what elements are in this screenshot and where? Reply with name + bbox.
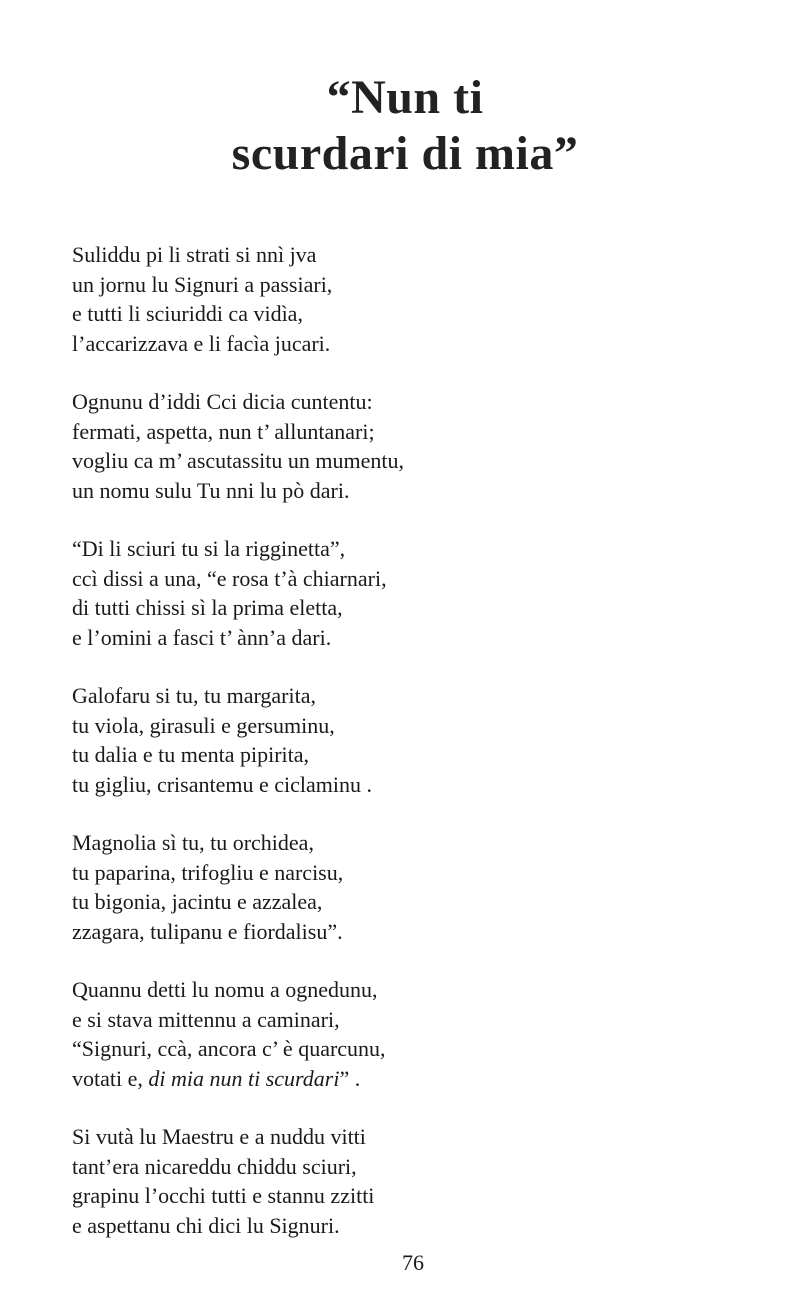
stanza-2 bbox=[72, 387, 732, 505]
verse-line: di tutti chissi sì la prima eletta, bbox=[72, 595, 343, 620]
poem-title-line-1: “Nun ti bbox=[326, 71, 484, 125]
verse-line: un nomu sulu Tu nni lu pò dari. bbox=[72, 477, 350, 503]
poem-body bbox=[72, 240, 732, 1269]
verse-suffix: ” . bbox=[339, 1065, 361, 1091]
verse-line: Galofaru si tu, tu margarita, bbox=[72, 683, 316, 708]
verse-prefix: votati e, bbox=[72, 1065, 149, 1091]
verse-line: “Di li sciuri tu si la rigginetta”, bbox=[72, 536, 346, 561]
poem-title-line-2: scurdari di mia” bbox=[231, 127, 579, 181]
verse-line: Magnolia sì tu, tu orchidea, bbox=[72, 830, 314, 855]
verse-line: e l’omini a fasci t’ ànn’a dari. bbox=[72, 624, 332, 650]
stanza-4 bbox=[72, 681, 732, 799]
verse-line: e tutti li sciuriddi ca vidìa, bbox=[72, 301, 303, 326]
verse-line: tu gigliu, crisantemu e ciclaminu . bbox=[72, 771, 372, 797]
verse-line-with-italic bbox=[72, 1064, 732, 1094]
verse-line: zzagara, tulipanu e fiordalisu”. bbox=[72, 918, 343, 944]
stanza-6 bbox=[72, 975, 732, 1093]
verse-line: un jornu lu Signuri a passiari, bbox=[72, 271, 333, 297]
verse-line: “Signuri, ccà, ancora c’ è quarcunu, bbox=[72, 1036, 386, 1061]
verse-line: Suliddu pi li strati si nnì jva bbox=[72, 242, 317, 267]
verse-line: vogliu ca m’ ascutassitu un mumentu, bbox=[72, 448, 404, 473]
verse-line: tu dalia e tu menta pipirita, bbox=[72, 742, 310, 767]
verse-line: grapinu l’occhi tutti e stannu zzitti bbox=[72, 1183, 375, 1208]
verse-line: tu paparina, trifogliu e narcisu, bbox=[72, 859, 344, 885]
page-number: 76 bbox=[402, 1250, 424, 1275]
verse-line: ccì dissi a una, “e rosa t’à chiarnari, bbox=[72, 565, 387, 591]
stanza-5 bbox=[72, 828, 732, 946]
verse-line: e si stava mittennu a caminari, bbox=[72, 1006, 340, 1032]
verse-line: Ognunu d’iddi Cci dicia cuntentu: bbox=[72, 389, 373, 414]
stanza-7 bbox=[72, 1122, 732, 1240]
poem-title bbox=[0, 70, 800, 182]
stanza-3 bbox=[72, 534, 732, 652]
verse-line: Quannu detti lu nomu a ognedunu, bbox=[72, 977, 378, 1002]
verse-line: Si vutà lu Maestru e a nuddu vitti bbox=[72, 1124, 366, 1149]
verse-line: tant’era nicareddu chiddu sciuri, bbox=[72, 1153, 357, 1179]
verse-line: tu viola, girasuli e gersuminu, bbox=[72, 712, 335, 738]
verse-line: tu bigonia, jacintu e azzalea, bbox=[72, 889, 323, 914]
verse-italic-phrase: di mia nun ti scurdari bbox=[148, 1065, 340, 1091]
verse-line: e aspettanu chi dici lu Signuri. bbox=[72, 1212, 340, 1238]
stanza-1 bbox=[72, 240, 732, 358]
verse-line: fermati, aspetta, nun t’ alluntanari; bbox=[72, 418, 375, 444]
verse-line: l’accarizzava e li facìa jucari. bbox=[72, 330, 331, 356]
